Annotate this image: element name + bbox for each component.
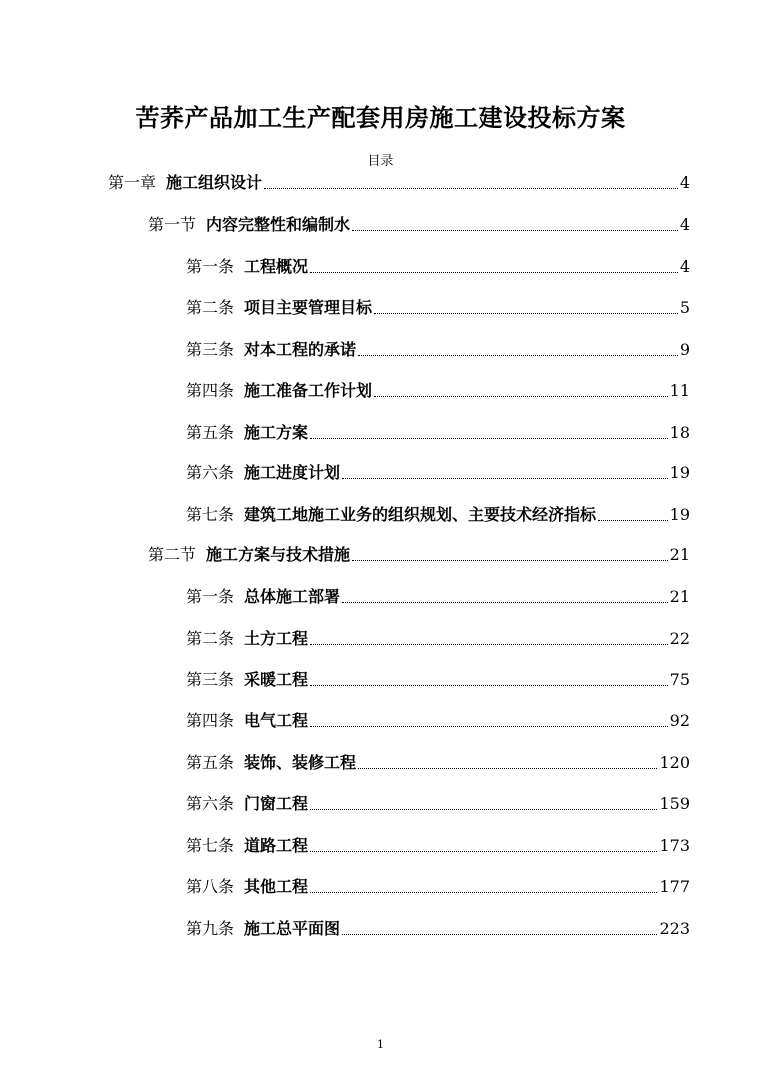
toc-dot-leader xyxy=(310,438,668,439)
toc-dot-leader xyxy=(310,272,678,273)
toc-dot-leader xyxy=(310,685,668,686)
toc-entry-title: 其他工程 xyxy=(244,877,309,896)
toc-dot-leader xyxy=(342,478,668,479)
toc-entry-number: 第一节 xyxy=(148,215,197,234)
toc-dot-leader xyxy=(310,809,657,810)
toc-entry[interactable] xyxy=(186,833,690,857)
toc-entry[interactable] xyxy=(186,708,690,732)
toc-entry-number: 第五条 xyxy=(186,753,235,772)
toc-entry-title: 对本工程的承诺 xyxy=(244,340,357,359)
toc-heading: 目录 xyxy=(367,154,394,169)
toc-entry-number: 第七条 xyxy=(186,505,235,524)
toc-entry-number: 第四条 xyxy=(186,381,235,400)
toc-entry-number: 第九条 xyxy=(186,919,235,938)
toc-entry-page: 19 xyxy=(669,463,690,482)
toc-entry-page: 177 xyxy=(659,877,690,896)
toc-entry[interactable] xyxy=(186,295,690,319)
toc-entry-number: 第二条 xyxy=(186,629,235,648)
toc-entry-title: 装饰、装修工程 xyxy=(244,753,357,772)
toc-entry[interactable] xyxy=(186,460,690,484)
toc-entry-title: 施工组织设计 xyxy=(166,173,263,192)
toc-entry[interactable] xyxy=(186,791,690,815)
toc-dot-leader xyxy=(264,188,678,189)
toc-entry-title: 施工进度计划 xyxy=(244,463,341,482)
toc-entry-title: 道路工程 xyxy=(244,836,309,855)
toc-dot-leader xyxy=(310,892,657,893)
toc-entry-number: 第二条 xyxy=(186,298,235,317)
toc-entry-page: 21 xyxy=(669,545,690,564)
toc-entry-page: 4 xyxy=(679,215,690,234)
toc-entry-title: 土方工程 xyxy=(244,629,309,648)
toc-entry[interactable] xyxy=(186,254,690,278)
toc-dot-leader xyxy=(598,520,668,521)
toc-entry[interactable] xyxy=(148,212,690,236)
toc-entry-number: 第八条 xyxy=(186,877,235,896)
toc-entry-title: 内容完整性和编制水 xyxy=(206,215,351,234)
toc-entry-number: 第三条 xyxy=(186,670,235,689)
toc-entry-page: 223 xyxy=(659,919,690,938)
toc-entry-number: 第三条 xyxy=(186,340,235,359)
toc-entry-title: 工程概况 xyxy=(244,257,309,276)
toc-entry-page: 11 xyxy=(669,381,690,400)
toc-dot-leader xyxy=(352,230,678,231)
toc-dot-leader xyxy=(310,726,668,727)
toc-entry-number: 第二节 xyxy=(148,545,197,564)
toc-entry-page: 120 xyxy=(659,753,690,772)
toc-entry-page: 22 xyxy=(669,629,690,648)
toc-entry-page: 4 xyxy=(679,173,690,192)
toc-entry-number: 第七条 xyxy=(186,836,235,855)
toc-entry[interactable] xyxy=(186,750,690,774)
toc-entry[interactable] xyxy=(186,337,690,361)
toc-entry[interactable] xyxy=(108,170,690,194)
toc-entry-page: 18 xyxy=(669,423,690,442)
toc-dot-leader xyxy=(358,768,657,769)
toc-dot-leader xyxy=(310,851,657,852)
toc-entry-title: 总体施工部署 xyxy=(244,587,341,606)
toc-dot-leader xyxy=(342,602,668,603)
toc-entry-page: 9 xyxy=(679,340,690,359)
toc-dot-leader xyxy=(374,313,678,314)
toc-entry-title: 采暖工程 xyxy=(244,670,309,689)
toc-entry-page: 5 xyxy=(679,298,690,317)
toc-entry-page: 75 xyxy=(669,670,690,689)
toc-dot-leader xyxy=(374,396,668,397)
toc-entry-page: 19 xyxy=(669,505,690,524)
page-number: 1 xyxy=(377,1038,384,1051)
toc-entry-number: 第一章 xyxy=(108,173,157,192)
toc-entry-page: 159 xyxy=(659,794,690,813)
toc-entry-title: 电气工程 xyxy=(244,711,309,730)
toc-entry-page: 173 xyxy=(659,836,690,855)
toc-entry-page: 21 xyxy=(669,587,690,606)
toc-dot-leader xyxy=(342,934,657,935)
toc-entry-title: 施工方案 xyxy=(244,423,309,442)
toc-entry-number: 第四条 xyxy=(186,711,235,730)
toc-dot-leader xyxy=(352,560,668,561)
toc-entry-title: 施工总平面图 xyxy=(244,919,341,938)
toc-dot-leader xyxy=(358,355,678,356)
toc-entry-number: 第一条 xyxy=(186,257,235,276)
toc-entry[interactable] xyxy=(186,667,690,691)
toc-entry-page: 92 xyxy=(669,711,690,730)
document-title: 苦荞产品加工生产配套用房施工建设投标方案 xyxy=(135,103,626,132)
toc-entry-title: 项目主要管理目标 xyxy=(244,298,373,317)
toc-entry-title: 建筑工地施工业务的组织规划、主要技术经济指标 xyxy=(244,505,597,524)
toc-entry[interactable] xyxy=(148,542,690,566)
toc-entry-page: 4 xyxy=(679,257,690,276)
toc-entry[interactable] xyxy=(186,874,690,898)
toc-entry-number: 第六条 xyxy=(186,794,235,813)
toc-entry-title: 门窗工程 xyxy=(244,794,309,813)
toc-entry[interactable] xyxy=(186,502,690,526)
toc-entry-number: 第一条 xyxy=(186,587,235,606)
toc-dot-leader xyxy=(310,644,668,645)
toc-entry[interactable] xyxy=(186,378,690,402)
toc-entry[interactable] xyxy=(186,626,690,650)
toc-entry-number: 第五条 xyxy=(186,423,235,442)
toc-entry-title: 施工准备工作计划 xyxy=(244,381,373,400)
toc-entry[interactable] xyxy=(186,916,690,940)
toc-entry[interactable] xyxy=(186,420,690,444)
toc-entry[interactable] xyxy=(186,584,690,608)
toc-entry-title: 施工方案与技术措施 xyxy=(206,545,351,564)
toc-entry-number: 第六条 xyxy=(186,463,235,482)
